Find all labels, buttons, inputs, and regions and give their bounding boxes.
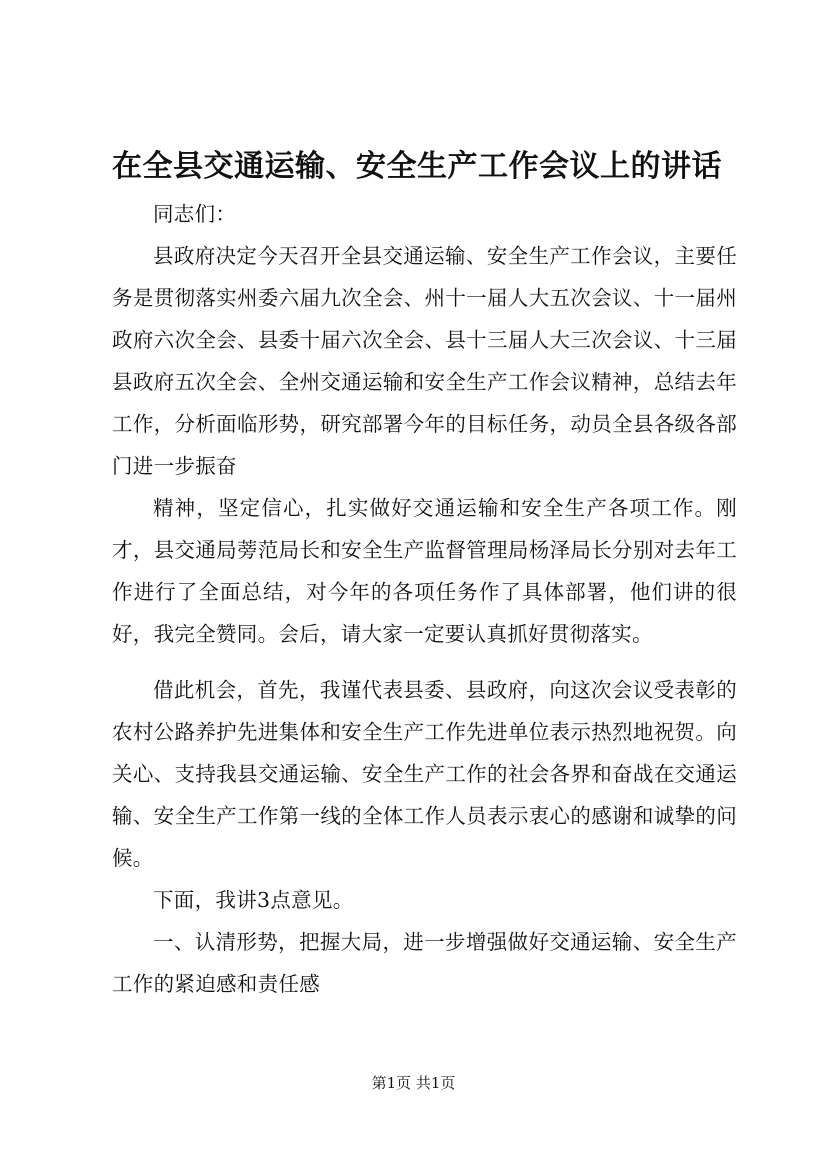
body-paragraph: 借此机会，首先，我谨代表县委、县政府，向这次会议受表彰的农村公路养护先进集体和安全生产工作先进单位表示热烈地祝贺。向关心、支持我县交通运输、安全生产工作的社会各界和奋战在交通运输、安全生产工作第一线的全体工作人员表示衷心的感谢和诚挚的问候。: [112, 678, 737, 870]
body-paragraph: 下面，我讲3点意见。: [153, 888, 354, 912]
document-body: [112, 193, 737, 1005]
section-heading: 一、认清形势，把握大局，进一步增强做好交通运输、安全生产工作的紧迫感和责任感: [112, 930, 737, 996]
document-title: 在全县交通运输、安全生产工作会议上的讲话: [112, 149, 722, 184]
body-paragraph: 精神，坚定信心，扎实做好交通运输和安全生产各项工作。刚才，县交通局蒡范局长和安全生产监督管理局杨泽局长分别对去年工作进行了全面总结，对今年的各项任务作了具体部署，他们讲的很好，我完全赞同。会后，请大家一定要认真抓好贯彻落实。: [112, 496, 737, 646]
salutation-paragraph: 同志们：: [153, 202, 237, 226]
body-paragraph: 县政府决定今天召开全县交通运输、安全生产工作会议，主要任务是贯彻落实州委六届九次全会、州十一届人大五次会议、十一届州政府六次全会、县委十届六次全会、县十三届人大三次会议、十三届县政府五次全会、全州交通运输和安全生产工作会议精神，总结去年工作，分析面临形势，研究部署今年的目标任务，动员全县各级各部门进一步振奋: [112, 244, 737, 478]
page-number: 第1页 共1页: [371, 1074, 456, 1092]
